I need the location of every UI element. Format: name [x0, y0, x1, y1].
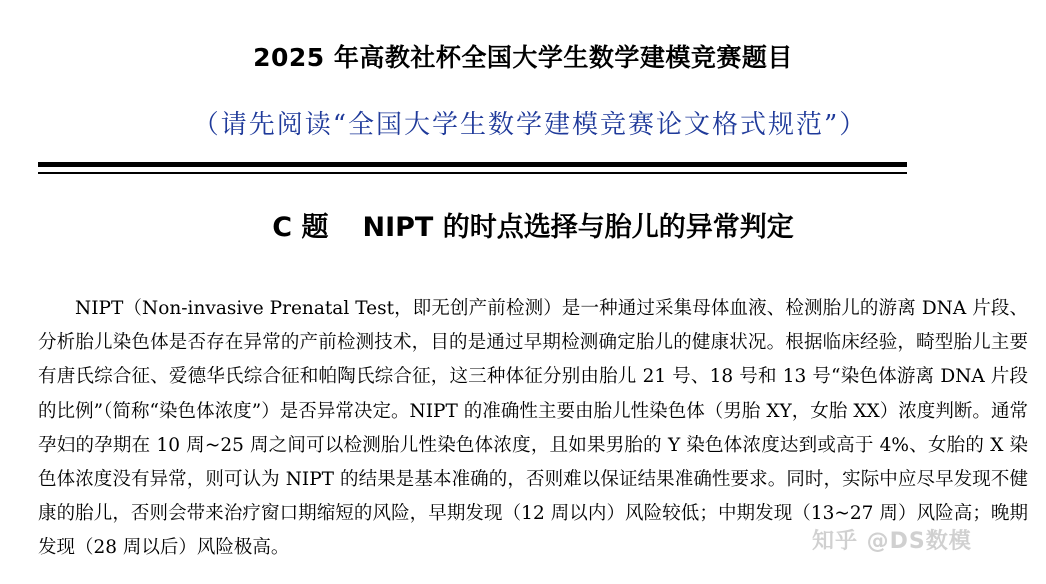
problem-title: NIPT 的时点选择与胎儿的异常判定	[362, 212, 794, 243]
problem-heading	[0, 205, 1046, 244]
body-paragraph: NIPT（Non-invasive Prenatal Test，即无创产前检测）是一种通过采集母体血液、检测胎儿的游离 DNA 片段、分析胎儿染色体是否存在异常的产前检测技术，目的是通过早期检测确定胎儿的健康状况。根据临床经验，畸型胎儿主要有唐氏综合征、爱德华氏综合征和帕陶氏综合征，这三种体征分别由胎儿 21 号、18 号和 13 号“染色体游离 DNA 片段的比例”（简称“染色体浓度”）是否异常决定。NIPT 的准确性主要由胎儿性染色体（男胎 XY，女胎 XX）浓度判断。通常孕妇的孕期在 10 周~25 周之间可以检测胎儿性染色体浓度，且如果男胎的 Y 染色体浓度达到或高于 4%、女胎的 X 染色体浓度没有异常，则可认为 NIPT 的结果是基本准确的，否则难以保证结果准确性要求。同时，实际中应尽早发现不健康的胎儿，否则会带来治疗窗口期缩短的风险，早期发现（12 周以内）风险较低；中期发现（13~27 周）风险高；晚期发现（28 周以后）风险极高。	[38, 298, 1028, 559]
problem-label: C 题	[272, 212, 329, 243]
document-subtitle: （请先阅读“全国大学生数学建模竞赛论文格式规范”）	[192, 110, 868, 140]
divider-thin	[38, 172, 907, 174]
document-title: 2025 年高教社杯全国大学生数学建模竞赛题目	[253, 43, 793, 72]
watermark: 知乎 @DS数模	[812, 529, 972, 554]
divider-thick	[38, 162, 907, 167]
